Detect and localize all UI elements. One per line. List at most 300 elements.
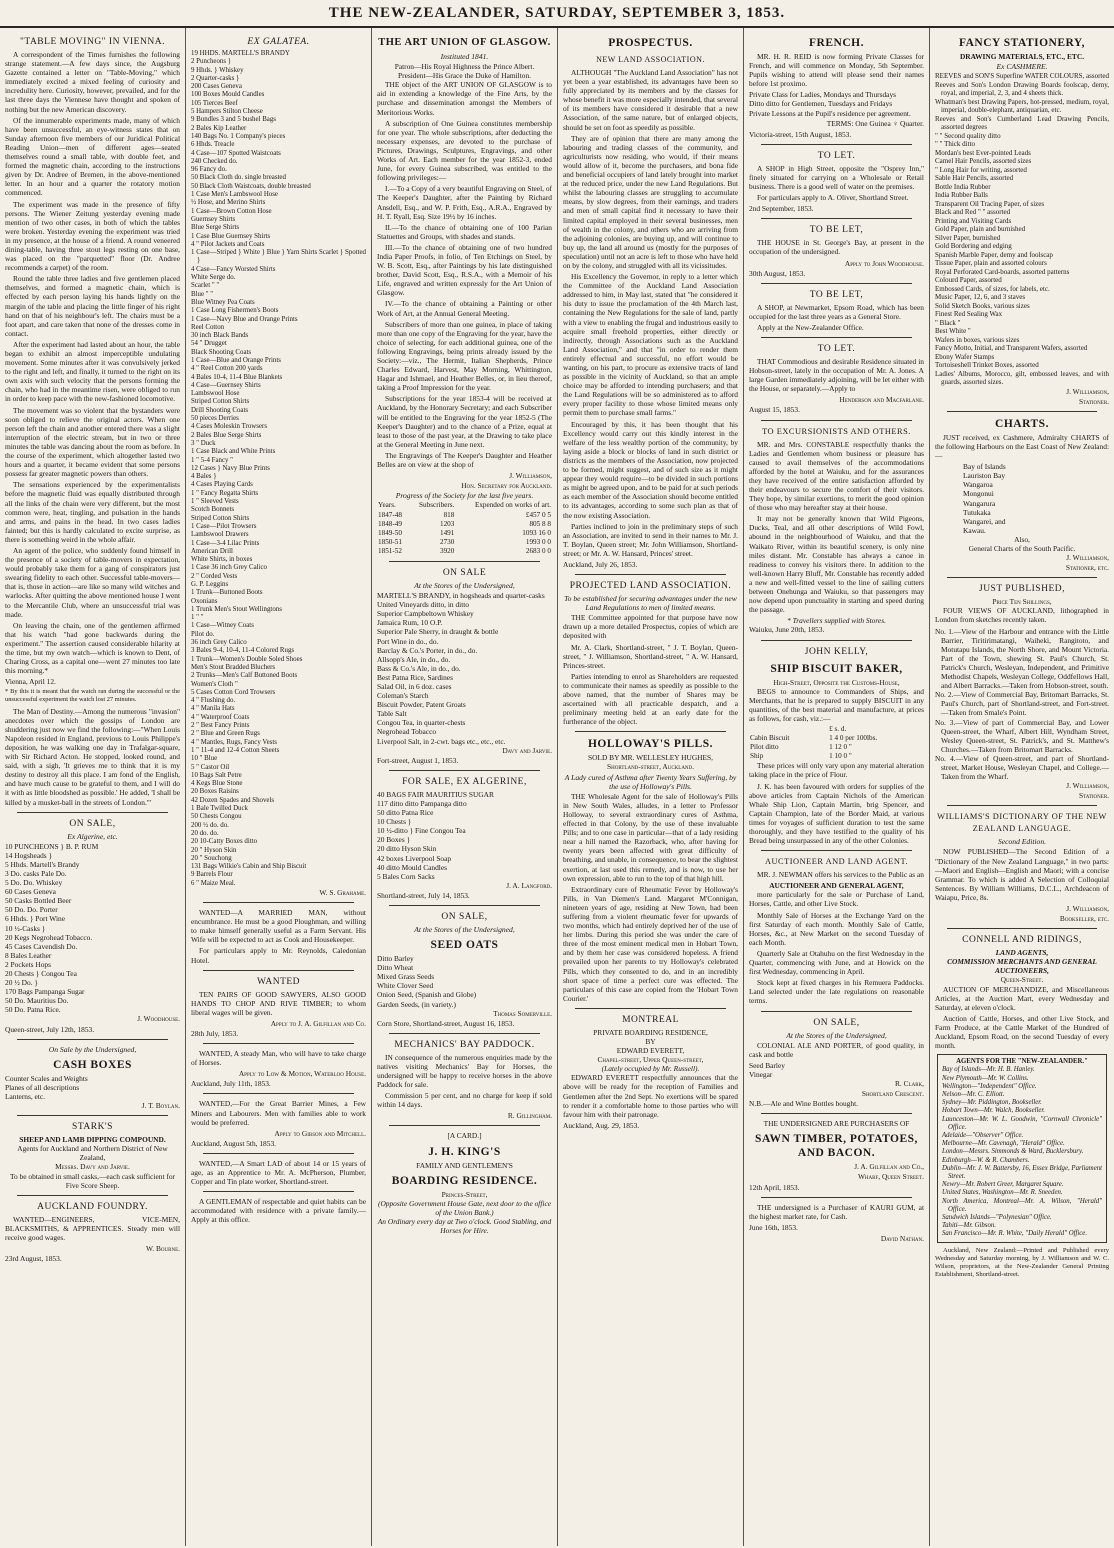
ad-signature: J. A. Langford. (506, 880, 552, 890)
ad-signature: Stationer, etc. (1065, 563, 1109, 573)
list-item: 5 Hhds. Martell's Brandy (5, 859, 80, 869)
ad-line: BY (645, 1037, 656, 1046)
divider (761, 1113, 912, 1114)
ad-heading: SHEEP AND LAMB DIPPING COMPOUND. (19, 1135, 166, 1145)
list-item: 4 Cases Playing Cards (191, 481, 253, 489)
ad-text: WANTED—A MARRIED MAN, without encumbrance. He must be a good Ploughman, and willing to make himself generally useful as a Farm Servant. His Wife will be expected to act as Cook and Housekeeper. (191, 908, 366, 945)
list-item: Sable Hair Pencils, assorted (935, 174, 1014, 183)
table-cell: 1 10 0 " (829, 752, 852, 761)
list-item: 1 Case—Witney Coats (191, 622, 254, 630)
ad-subtitle: NEW LAND ASSOCIATION. (596, 55, 705, 64)
list-item: REEVES and SON'S Superfine WATER COLOURS, assorted (935, 72, 1109, 81)
list-item: White Shirts, in boxes (191, 556, 253, 564)
ad-title: THE ART UNION OF GLASGOW. (378, 37, 551, 48)
ad-text: A SHOP in High Street, opposite the "Osprey Inn," finely situated for carrying on a Wholesale or Retail business. There is a good well of water on the premises. (749, 163, 924, 192)
list-item: 9 Bundles 3 and 5 bushel Bags (191, 116, 276, 124)
list-item: 170 Bags Pampanga Sugar (5, 987, 85, 997)
list-item: 1 Case Long Fishermen's Boots (191, 307, 279, 315)
list-item: 2 Bales Kip Leather (191, 124, 247, 132)
list-item: Ditto Barley (377, 954, 414, 964)
list-item: Solid Sketch Books, various sizes (935, 301, 1030, 310)
ad-text: WANTED,—A Smart LAD of about 14 or 15 years of age, as an Apprentice to Mr. A. McPherson, Plumber, Copper and Tin plate worker, Shortland-street. (191, 1158, 366, 1187)
table-cell: 1849-50 (378, 528, 402, 537)
list-item: Allsopp's Ale, in do., do. (377, 654, 451, 664)
ad-item-list (935, 627, 1109, 782)
list-item: Edinburgh—W. & R. Chambers. (942, 1156, 1030, 1164)
list-item: Wangarura (963, 498, 996, 508)
list-item: North America, Montreal—Mr. A. Wilson, "Herald" Office. (942, 1197, 1102, 1213)
article-paragraph: An agent of the police, who suddenly found himself in the presence of a society of table-movers in expectation, would probably take them for a gang of conspirators just swearing fidelity to each other. Successful table-movers—that is, those in action—are like so many wild witches and warlocks. After quitting the above mentioned house I went to the Mercantile Club, where an unsuccessful trial was made. (5, 545, 180, 619)
ad-text: EDWARD EVERETT respectfully announces that the above will be ready for the reception of Families and Gentlemen after the 2nd Sept. No exertions will be spared to render it a comfortable home to those parties who will favour him with their patronage. (563, 1073, 738, 1119)
list-item: 117 ditto ditto Pampanga ditto (377, 798, 467, 808)
ad-paragraph: I.—To a Copy of a very beautiful Engraving on Steel, of The Keeper's Daughter, after the Painting by Richard Ansdell, Esq., and W. P. Frith, Esq., A.R.A., Engraved by H. T. Ryall, Esq. Size 19½ by 16 inches. (377, 184, 552, 221)
list-item: 1 Case—Blue and Orange Prints (191, 356, 281, 364)
list-item: 4 Cases Moleskin Trowsers (191, 423, 267, 431)
ad-paragraph: II.—To the chance of obtaining one of 100 Parian Statuettes and Groups, with shades and stands. (377, 222, 552, 241)
list-item: 1 Case Blue Guernsey Shirts (191, 232, 271, 240)
table-row (377, 547, 552, 556)
ad-subtitle: At the Stores of the Undersigned, (786, 1030, 887, 1040)
list-item: 5 Do. Do. Whiskey (5, 878, 63, 888)
ad-subtitle: On Sale by the Undersigned, (48, 1044, 137, 1054)
list-item: Fancy Motto, Initial, and Transparent Wafers, assorted (935, 344, 1088, 353)
list-item: Mixed Grass Seeds (377, 972, 435, 982)
ad-signature: Stationer. (1079, 396, 1109, 406)
list-item: American Drill (191, 547, 233, 555)
ad-date: Waiuku, June 20th, 1853. (749, 625, 825, 635)
table-cell: 1093 16 0 (522, 528, 551, 537)
ad-text: MR. H. R. REID is now forming Private Classes for French, and will commence on Monday, 5th September. Pupils wishing to attend will please send their names before 1st proximo. (749, 52, 924, 89)
ad-date: Auckland, Aug. 29, 1853. (563, 1120, 640, 1130)
ad-subtitle: LAND AGENTS, (995, 948, 1049, 958)
list-item: 4 " Pilot Jackets and Coats (191, 240, 265, 248)
ad-title: FRENCH. (809, 37, 864, 49)
divider (17, 1195, 168, 1196)
list-item: Table Salt (377, 709, 407, 719)
divider (947, 928, 1097, 929)
ad-paragraph: Parties intending to enrol as Shareholders are requested to communicate their names as speedily as possible to the above named, that the number of Shares may be ascertained with all practicable despatch, and a preliminary meeting held at an early date for the furtherance of the object. (563, 671, 738, 727)
ad-subtitle: Instituted 1841. (440, 52, 489, 61)
list-item: Lauriston Bay (963, 471, 1006, 481)
ad-paragraph: THE Wholesale Agent for the sale of Holloway's Pills in New South Wales, alludes, in a letter to Professor Holloway, to several extraordinary cures of Asthma, effected in that Colony, by the use of these invaluable Pills; and to one case in particular—that of a lady residing near a hill named the Razorback, who, after having for twenty years been affected with great difficulty of breathing, and unable, in consequence, to bear the slightest exertion, at last used this remedy, and is now, to use her own expression, able to run to the top of that high hill. (563, 791, 738, 883)
article-paragraph: After the experiment had lasted about an hour, the table began to exhibit an almost imperceptible undulating movement. Some minutes after it was convulsively jerked to the right and left, and finally, it turned to the right on its own axis with such velocity that the persons forming the chain, who had in the meantime risen, were obliged to run in order to keep pace with the new-fashioned locomotive. (5, 339, 180, 404)
list-item: Transparent Oil Tracing Paper, of sizes (935, 199, 1045, 208)
list-item: San Francisco—Mr. R. White, "Daily Herald" Office. (942, 1230, 1088, 1238)
ad-title: WANTED (256, 976, 301, 987)
list-item: 20 10-Catty Boxes ditto (191, 838, 258, 846)
list-item: 10 ½-Casks } (5, 923, 46, 933)
divider (761, 640, 912, 641)
list-item: Launceston—Mr. W. L. Goodwin, "Cornwall Chronicle" Office. (942, 1115, 1102, 1131)
ad-signature: Shortland Crescent. (861, 1089, 924, 1099)
table-caption: Progress of the Society for the last five years. (395, 491, 534, 501)
list-item: 2 Bales Blue Serge Shirts (191, 431, 262, 439)
list-item: Silver Paper, burnished (935, 233, 1001, 242)
list-item: Kawau. (963, 525, 986, 535)
list-item: Barclay & Co.'s Porter, in do., do. (377, 645, 478, 655)
ad-signature: Stationer. (1079, 791, 1109, 801)
ad-heading: AUCTIONEER AND GENERAL AGENT, (769, 881, 904, 891)
list-item: 50 Do. Mauritius Do. (5, 996, 69, 1006)
list-item: Scotch Bonnets (191, 506, 235, 514)
table-row (749, 752, 924, 761)
column-4 (558, 28, 744, 1546)
ad-signature: J. Williamson, (1066, 781, 1109, 791)
ad-text: NOW PUBLISHED—The Second Edition of a "Dictionary of the New Zealand Language," in two parts:—Maori and English—English and Maori; with a concise Grammar. To which is added A Selection of Colloquial Sentences. By William Williams, D.C.L., Archdeacon of Waiapu, Price, 8s. (935, 847, 1109, 902)
ad-line: Private Class for Ladies, Mondays and Thursdays (749, 90, 897, 100)
list-item: " " Second quality ditto (935, 131, 1001, 140)
divider (389, 1125, 540, 1126)
ad-title: ON SALE, (69, 818, 116, 829)
ad-signature: Hon. Secretary for Auckland. (461, 481, 552, 491)
list-item: Tissue Paper, plain and assorted colours (935, 259, 1047, 268)
ad-subtitle: At the Stores of the Undersigned, (414, 924, 515, 934)
list-item: 131 Bags Wilkie's Cabin and Ship Biscuit (191, 863, 307, 871)
list-item: No. 3.—View of part of Commercial Bay, and Lower Queen-street, the Wharf, Albert Hill, Wyndham Street, Wesley Queen-street, St. Patrick's, and St. Matthew's Churches.—Taken from Britomart Barracks. (935, 717, 1109, 754)
list-item: 20 ½ Do. } (5, 978, 38, 988)
ad-subtitle: SOLD BY MR. WELLESLEY HUGHES, (588, 753, 713, 763)
list-item: Ditto Wheat (377, 963, 414, 973)
list-item: 5 " Castor Oil (191, 763, 230, 771)
ad-signature: Thomas Somerville. (493, 1008, 552, 1018)
ad-title: AUCKLAND FOUNDRY. (37, 1201, 148, 1212)
list-item: Congou Tea, in quarter-chests (377, 718, 466, 728)
ad-signature: J. A. Gilfillan and Co., (854, 1162, 924, 1172)
list-item: Blue Serge Shirts (191, 224, 240, 232)
ad-note: N.B.—Ale and Wine Bottles bought. (749, 1099, 858, 1109)
list-item: 1 Trunk Men's Stout Wellingtons (191, 605, 282, 613)
column-2 (186, 28, 372, 1546)
ad-title: STARK'S (72, 1122, 113, 1133)
ad-title: FANCY STATIONERY, (958, 37, 1086, 49)
ad-line: Agents for Auckland and Northern District of New Zealand, (17, 1144, 168, 1163)
list-item: 6 Hhds. } Port Wine (5, 914, 65, 924)
list-item: 20 Chests } Congou Tea (5, 969, 77, 978)
ad-text: MR. J. NEWMAN offers his services to the Public as an (757, 870, 924, 880)
table-row (749, 743, 924, 752)
list-item: 10 " Blue (191, 755, 218, 763)
ad-subtitle: At the Stores of the Undersigned, (414, 580, 515, 590)
ad-apply: Apply to John Woodhouse. (844, 258, 924, 268)
table-cell: 1850-51 (378, 537, 402, 546)
table-cell: 805 8 8 (529, 519, 551, 528)
list-item: 2 " Blue and Green Rugs (191, 730, 260, 738)
ad-text: Stock kept at fixed charges in his Remuera Paddocks. Land selected under the late regulations on reasonable terms. (749, 978, 924, 1006)
list-item: 20 Boxes } (377, 835, 411, 845)
ad-date: Corn Store, Shortland-street, August 16, 1853. (377, 1018, 515, 1028)
ad-title: PROJECTED LAND ASSOCIATION. (569, 581, 732, 592)
list-item: 240 Checked do. (191, 157, 238, 165)
list-item: 1 " Fancy Regatta Shirts (191, 489, 259, 497)
ad-line: Chapel-street, Upper Queen-street, (597, 1055, 704, 1065)
list-item: 4 Bales 10-4, 11-4 Blue Blankets (191, 373, 283, 381)
ad-paragraph: Encouraged by this, it has been thought that his Excellency would carry out this kindly interest in the welfare of the less wealthy portion of the community, by laying aside a block or blocks of land in such district or districts as the members of the Association, now projected to be formed, might suggest, and of such size as it might appear they would require—to be divided in such portions as might be agreed upon, and to be paid for at such periods as each member of the Association should become entitled to its advantages, according to some such plan as that of the now existing Association. (563, 419, 738, 520)
ad-apply: Apply to Low & Motion, Waterloo House. (238, 1069, 366, 1079)
list-item: 4 Case—107 Spotted Waistcoats (191, 149, 281, 157)
list-item: 42 boxes Liverpool Soap (377, 853, 452, 863)
ad-note: * Travellers supplied with Stores. (787, 616, 886, 626)
list-item: New Plymouth—Mr. W. Collins. (942, 1074, 1029, 1082)
list-item: 3 Bales 9-4, 10-4, 11-4 Colored Rugs (191, 647, 295, 655)
list-item: 105 Tierces Beef (191, 99, 238, 107)
divider (17, 1115, 168, 1116)
ad-paragraph: MR. and Mrs. CONSTABLE respectfully thanks the Ladies and Gentlemen whom business or pleasure has caused to avail themselves of the accommodations afforded by the hotel at Waiuku, and for the assurances they have received of the entire satisfaction afforded by their endeavours to secure the comfort of their visitors. They hope, by similar exertions, to merit the good opinion of those who may hereafter stay at their house. (749, 439, 924, 513)
divider (203, 1153, 354, 1154)
article-paragraph: Round the table three ladies and five gentlemen placed themselves, and formed a magnetic chain, which is effected by each person laying his hands lightly on the margin of the table and placing the little finger of his right hand on that of his neighbour's left. The chairs must be a foot apart, and care taken that none of the dresses come in contact. (5, 274, 180, 338)
list-item: Embossed Cards, of sizes, for labels, etc. (935, 284, 1050, 293)
ad-title: AUCTIONEER AND LAND AGENT. (764, 857, 909, 867)
list-item: MARTELL'S BRANDY, in hogsheads and quarter-casks (377, 591, 545, 601)
table-cell: 2683 0 0 (525, 546, 551, 555)
list-item: 14 Hogsheads } (5, 850, 53, 860)
list-item: Dublin—Mr. J. W. Battersby, 16, Essex Bridge, Parliament Street. (942, 1164, 1102, 1181)
ad-subtitle: PRIVATE BOARDING RESIDENCE, (593, 1027, 708, 1037)
list-item: 4 Kegs Blue Stone (191, 780, 243, 788)
list-item: 4 " Flushing do. (191, 697, 236, 705)
list-item: 20 do. do. (191, 829, 219, 837)
list-item: 1 Trunk—Buttoned Boots (191, 589, 263, 597)
ad-line: Queen-Street. (1000, 975, 1044, 985)
ad-line: [A CARD.] (447, 1131, 482, 1141)
ad-subtitle: Ex CASHMERE. (996, 62, 1048, 72)
ad-date: 12th April, 1853. (749, 1182, 800, 1192)
list-item: Tortoiseshell Trinket Boxes, assorted (935, 361, 1039, 370)
list-item: 20 Kegs Negrohead Tobacco. (5, 932, 93, 942)
list-item: Printing and Visiting Cards (935, 216, 1012, 225)
ad-paragraph: ALTHOUGH "The Auckland Land Association" has not yet been a year established, its advantages have been so fully appreciated by its members and by the classes for whose benefit it was more especially intended, that several of its members have considered it desirable that a new Association, of the same nature, but of enlarged objects, should be set on foot as speedily as possible. (563, 68, 738, 132)
list-item: Gold Paper, plain and burnished (935, 225, 1026, 234)
list-item: Men's Stout Bradded Bluchers (191, 663, 276, 671)
list-item: Jamaica Rum, 10 O.P. (377, 618, 443, 628)
column-6 (930, 28, 1114, 1546)
list-item: 1 Case—Navy Blue and Orange Prints (191, 315, 298, 323)
list-item: Hobart Town—Mr. Walch, Bookseller. (942, 1107, 1045, 1115)
ad-text: FOUR VIEWS OF AUCKLAND, lithographed in London from sketches recently taken. (935, 606, 1109, 625)
list-item: No. 4.—View of Queen-street, and part of Shortland-street, Market House, Wesleyan Chapel, and College.—Taken from the Wharf. (935, 753, 1109, 782)
agents-box (937, 1054, 1107, 1242)
table-cell: Cabin Biscuit (750, 734, 790, 743)
ad-title: HOLLOWAY'S PILLS. (587, 738, 714, 751)
list-item: Reel Cotton (191, 323, 225, 331)
divider (17, 812, 168, 813)
ad-line: Lanterns, etc. (5, 1091, 46, 1101)
list-item: 4 " Mantles, Rugs, Fancy Vests (191, 738, 277, 746)
dateline: Vienna, April 12. (5, 677, 56, 687)
table-cell: 1847-48 (378, 510, 402, 519)
list-item: 36 inch Grey Calico (191, 639, 247, 647)
list-item: 2 Trunks—Men's Calf Buttoned Boots (191, 672, 298, 680)
ad-subtitle: DRAWING MATERIALS, ETC., ETC. (959, 52, 1085, 61)
divider (203, 902, 354, 903)
ad-line: Vinegar (749, 1069, 773, 1079)
ad-title: ON SALE (442, 567, 487, 578)
ad-line: High-Street, Opposite the Customs-House, (773, 677, 900, 687)
list-item: Melbourne—Mr. Cavenagh, "Herald" Office. (942, 1140, 1065, 1148)
ad-title: ON SALE, (441, 911, 488, 922)
divider (761, 1197, 912, 1198)
ad-signature: J. Woodhouse. (137, 1014, 180, 1024)
list-item: White Serge do. (191, 274, 236, 282)
list-item: Striped Cotton Shirts (191, 514, 250, 522)
list-item: 1 " 5-4 Fancy " (191, 456, 233, 464)
divider (575, 574, 726, 575)
ad-item-list (935, 72, 1109, 387)
ad-signature: J. Williamson, (1066, 553, 1109, 563)
list-item: 1 Case—Brown Cotton Hose (191, 207, 272, 215)
table-cell: 1 12 0 " (829, 743, 852, 752)
list-item: 8 Bales Leather (5, 950, 52, 960)
ad-line: Also, (1014, 534, 1030, 544)
divider (761, 1011, 912, 1012)
progress-table (377, 501, 552, 556)
ad-paragraph: THE Committee appointed for that purpose have now drawn up a more detailed Prospectus, copies of which are deposited with (563, 613, 738, 641)
list-item: Port Wine in do., do. (377, 636, 439, 646)
list-item: 42 Dozen Spades and Shovels (191, 796, 275, 804)
list-item: Garden Seeds, (in variety.) (377, 999, 456, 1009)
list-item: 4 " Reel Cotton 200 yards (191, 365, 263, 373)
divider (947, 805, 1097, 806)
ad-line: Counter Scales and Weights (5, 1073, 88, 1083)
list-item: White Clover Seed (377, 981, 434, 991)
list-item: 5 Cases Cotton Cord Trowsers (191, 688, 276, 696)
list-item: United States, Washington—Mr. R. Sneeden. (942, 1189, 1063, 1197)
divider (947, 411, 1097, 412)
list-item: 1 Case—3-4 Lilac Prints (191, 539, 260, 547)
table-row (749, 725, 924, 734)
ad-item-list (935, 462, 1109, 535)
ad-line: Princes-Street, (441, 1189, 488, 1199)
ad-date: Shortland-street, July 14, 1853. (377, 890, 470, 900)
list-item: Pilot do. (191, 630, 215, 638)
list-item: Salad Oil, in 6 doz. cases (377, 682, 452, 691)
article-title: "TABLE MOVING" IN VIENNA. (20, 37, 165, 47)
ad-line: General Charts of the South Pacific. (968, 544, 1076, 553)
divider (203, 1191, 354, 1192)
list-item: 9 Barrels Flour (191, 871, 233, 879)
ad-signature: W. S. Grahame. (319, 887, 366, 897)
list-item: Superior Campbeltown Whiskey (377, 609, 474, 619)
list-item: 50 Do. Do. Porter (5, 905, 58, 915)
table-row (377, 511, 552, 520)
list-item: Sydney—Mr. Piddington, Bookseller. (942, 1099, 1042, 1107)
ad-line: Messrs. Davy and Jarvie. (55, 1162, 130, 1172)
list-item: Ladies' Albums, Morocco, gilt, embossed leaves, and with guards, assorted sizes. (935, 369, 1109, 387)
list-item: Blue Witney Pea Coats (191, 298, 255, 306)
list-item: ½ Hose, and Merino Shirts (191, 199, 266, 207)
list-item: 45 Cases Cavendish Do. (5, 941, 78, 951)
ad-text: IN consequence of the numerous enquiries made by the natives visiting Mechanics' Bay for Horses, the undersigned will be happy to receive horses in the above Paddock for sale. (377, 1052, 552, 1090)
list-item: 1 " " (191, 614, 204, 622)
ad-signature: Henderson and Macfarlane. (839, 395, 924, 405)
list-item: 5 Hampers Stilton Cheese (191, 108, 263, 116)
ad-title: ON SALE, (813, 1017, 860, 1028)
list-item: 10 Chests } (377, 817, 412, 827)
ad-item-list (377, 954, 552, 1009)
list-item: 96 Fancy do. (191, 166, 227, 174)
ad-line: Patron—His Royal Highness the Prince Albert. (394, 62, 535, 72)
ad-apply: For particulars apply to A. Oliver, Shortland Street. (757, 193, 909, 203)
ad-item-list (5, 842, 180, 1015)
ad-title: CHARTS. (995, 417, 1049, 430)
divider (761, 850, 912, 851)
list-item: 20 ditto Hyson Skin (377, 844, 437, 854)
list-item: Gold Bordering and edging (935, 242, 1012, 251)
ad-item-list (377, 591, 552, 746)
ad-heading: BOARDING RESIDENCE. (391, 1174, 538, 1187)
ad-signature: J. Williamson, (509, 471, 552, 481)
article-paragraph: The movement was so violent that the bystanders were soon obliged to relieve the original actors. When one person left the chain and another entered there was a slight interruption of the electric stream, but in two or three minutes the table was dancing about the room as before. In the course of the experiment, which altogether lasted two hours and a quarter, it became evident that some persons possess far greater magnetic powers than others. (5, 405, 180, 479)
divider (203, 1093, 354, 1094)
table-cell (749, 725, 828, 734)
ad-text: Monthly Sale of Horses at the Exchange Yard on the first Saturday of each month. Monthly Sale of Cattle, Horses, &c., at New Market on the second Tuesday of each Month. (749, 910, 924, 947)
ad-subtitle: Ex Algerine, etc. (67, 831, 118, 841)
table-row (749, 734, 924, 743)
list-item: 10 PUNCHEONS } B. P. RUM (5, 841, 99, 851)
list-item: Bay of Islands—Mr. H. B. Hanley. (942, 1066, 1035, 1074)
ad-text: THE UNDERSIGNED ARE PURCHASERS OF (763, 1119, 910, 1129)
ad-line: Ditto ditto for Gentlemen, Tuesdays and Fridays (749, 99, 893, 109)
article-paragraph: Of the innumerable experiments made, many of which have been unsuccessful, an eye-witness states that on Sunday afternoon five members of our Juridical Political Reading Union—men of different ages—seated themselves round a small table, with double feet, and formed the magnetic chain, according to the instructions given by Dr. Andree of Bremen, in the above-mentioned letter. In an hour and a quarter the rotatory motion commenced. (5, 115, 180, 198)
ad-heading: SAWN TIMBER, POTATOES, AND BACON. (755, 1133, 918, 1160)
ad-signature: David Nathan. (880, 1233, 924, 1243)
ad-date: 23rd August, 1853. (5, 1254, 62, 1264)
table-header-cell: Subscribers. (419, 501, 455, 510)
agents-list (942, 1066, 1102, 1238)
list-item: 200 ½ do. do. (191, 821, 229, 829)
ad-apply: For particulars apply to Mr. Reynolds, Caledonian Hotel. (191, 946, 366, 965)
list-item: Black and Red " " assorted (935, 208, 1011, 217)
list-item: Superior Pale Sherry, in draught & bottle (377, 627, 499, 637)
list-item: Nelson—Mr. C. Elliott. (942, 1091, 1005, 1099)
list-item: 3 Do. casks Pale Do. (5, 868, 67, 878)
list-item: 9 Hhds. } Whiskey (191, 66, 244, 74)
list-item: 4 " Manila Hats (191, 705, 235, 713)
divider (761, 283, 912, 284)
list-item: Sandwich Islands—"Polynesian" Office. (942, 1214, 1052, 1222)
list-item: London—Messrs. Simmonds & Ward, Bucklersbury. (942, 1148, 1084, 1156)
ad-paragraph: IV.—To the chance of obtaining a Painting or other Work of Art, at the Annual General Meeting. (377, 299, 552, 318)
list-item: Best White " (935, 327, 971, 336)
ad-paragraph: Subscribers of more than one guinea, in place of taking more than one copy of the Engraving for the year, have the choice of selecting, for each additional guinea, one of the following Engravings, being prints already issued by the Society:—viz., The Hermit, Italian Shepherds, Prince Charles Edward, Harvest, May Morning, Whittington, Hagar and Ishmael, and Heather Belles, or, in lieu thereof, taking a Proof Impression for the year. (377, 319, 552, 393)
list-item: 4 Case—Guernsey Shirts (191, 381, 261, 389)
article-paragraph: A correspondent of the Times furnishes the following strange statement.—A few days since, the Augsburg Gazette contained a letter on "Table-Moving," which immediately excited a mixed feeling of curiosity and incredulity here. Curiosity, however, prevailed, and for the last three days the Viennese have thought and spoken of nothing but the new American discovery. (5, 50, 180, 114)
newspaper-columns (0, 28, 1114, 1546)
ad-subtitle: To be established for securing advantages under the new Land Regulations to men of limited means. (564, 594, 737, 613)
article-paragraph: On leaving the chain, one of the gentlemen affirmed that his watch "had gone backwards during the experiment." The assertion caused considerable hilarity at the time, but my own watch—which is known to Dent, of Charing Cross, as a capital one—went 27 minutes too late this morning.* (5, 620, 180, 676)
list-item: " " Thick ditto (935, 140, 976, 149)
ad-line: Shortland-street, Auckland. (606, 762, 695, 772)
divider (761, 420, 912, 421)
list-item: India Rubber Balls (935, 191, 988, 200)
ad-date: Auckland, August 5th, 1853. (191, 1138, 276, 1148)
ad-text: JUST received, ex Cashmere, Admiralty CHARTS of the following Harbours on the East Coast of New Zealand:— (935, 432, 1109, 461)
list-item: Coleman's Starch (377, 691, 429, 701)
ad-title: TO LET. (817, 343, 856, 354)
table-row (377, 529, 552, 538)
list-item: Royal Perforated Card-boards, assorted patterns (935, 267, 1070, 276)
ad-line: FAMILY AND GENTLEMEN'S (416, 1160, 513, 1170)
list-item: 50 Chests Congou (191, 813, 242, 821)
table-cell: 3920 (439, 546, 455, 555)
list-item: No. 1.—View of the Harbour and entrance with the Little Barrier, Tiritirimatangi, Waiheki, Rangitoto, and Motutapu Islands, the North Shore, and Mount Victoria. Part of the Town, shewing St. Paul's Church, St. Patrick's Church, Wesleyan, Independent, and Primitive Methodist Chapels, Wesleyan College, Oddfellows Hall, and Albert Barracks.—Taken from Hobson-street, south. (935, 626, 1109, 691)
divider (389, 1033, 540, 1034)
list-item: 1 Bale Twilled Duck (191, 805, 248, 813)
divider (389, 770, 540, 771)
list-item: Striped Cotton Shirts (191, 398, 250, 406)
ad-paragraph: The Engravings of The Keeper's Daughter and Heather Belles are on view at the shop of (377, 450, 552, 470)
ad-title: EX GALATEA. (247, 37, 310, 47)
column-1 (0, 28, 186, 1546)
